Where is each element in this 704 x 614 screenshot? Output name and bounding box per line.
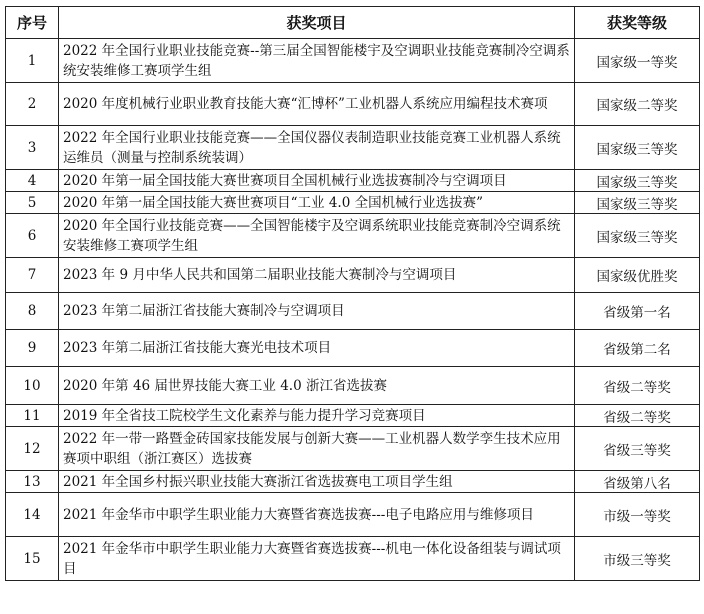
row-number: 14 xyxy=(6,493,59,537)
row-level: 国家级三等奖 xyxy=(575,214,700,258)
row-project: 2021 年金华市中职学生职业能力大赛暨省赛选拔赛---机电一体化设备组装与调试项目 xyxy=(59,537,575,581)
row-number: 2 xyxy=(6,83,59,126)
row-project: 2020 年度机械行业职业教育技能大赛“汇博杯”工业机器人系统应用编程技术赛项 xyxy=(59,83,575,126)
row-level: 省级三等奖 xyxy=(575,427,700,471)
header-row xyxy=(6,7,700,39)
row-level: 国家级三等奖 xyxy=(575,192,700,214)
row-number: 5 xyxy=(6,192,59,214)
row-number: 3 xyxy=(6,126,59,170)
table-row xyxy=(6,258,700,293)
row-number: 4 xyxy=(6,170,59,192)
row-level: 国家级三等奖 xyxy=(575,126,700,170)
header-project: 获奖项目 xyxy=(59,7,575,39)
row-level: 市级三等奖 xyxy=(575,537,700,581)
row-number: 9 xyxy=(6,330,59,367)
table-row xyxy=(6,493,700,537)
table-row xyxy=(6,405,700,427)
header-number: 序号 xyxy=(6,7,59,39)
row-project: 2020 年第一届全国技能大赛世赛项目全国机械行业选拔赛制冷与空调项目 xyxy=(59,170,575,192)
row-level: 省级二等奖 xyxy=(575,405,700,427)
row-level: 国家级优胜奖 xyxy=(575,258,700,293)
table-row xyxy=(6,83,700,126)
table-row xyxy=(6,537,700,581)
table-row xyxy=(6,367,700,405)
row-level: 省级第一名 xyxy=(575,293,700,330)
table-row xyxy=(6,427,700,471)
row-project: 2020 年全国行业技能竞赛——全国智能楼宇及空调系统职业技能竞赛制冷空调系统安装维修工赛项学生组 xyxy=(59,214,575,258)
table-row xyxy=(6,293,700,330)
header-level: 获奖等级 xyxy=(575,7,700,39)
row-level: 国家级二等奖 xyxy=(575,83,700,126)
row-level: 省级第二名 xyxy=(575,330,700,367)
row-number: 13 xyxy=(6,471,59,493)
row-number: 15 xyxy=(6,537,59,581)
table-row xyxy=(6,39,700,83)
row-project: 2020 年第一届全国技能大赛世赛项目“工业 4.0 全国机械行业选拔赛” xyxy=(59,192,575,214)
row-level: 国家级三等奖 xyxy=(575,170,700,192)
row-project: 2021 年全国乡村振兴职业技能大赛浙江省选拔赛电工项目学生组 xyxy=(59,471,575,493)
row-project: 2020 年第 46 届世界技能大赛工业 4.0 浙江省选拔赛 xyxy=(59,367,575,405)
row-project: 2023 年第二届浙江省技能大赛制冷与空调项目 xyxy=(59,293,575,330)
row-project: 2022 年一带一路暨金砖国家技能发展与创新大赛——工业机器人数学孪生技术应用赛项中职组（浙江赛区）选拔赛 xyxy=(59,427,575,471)
table-row xyxy=(6,330,700,367)
row-project: 2023 年第二届浙江省技能大赛光电技术项目 xyxy=(59,330,575,367)
row-project: 2022 年全国行业职业技能竞赛--第三届全国智能楼宇及空调职业技能竞赛制冷空调系统安装维修工赛项学生组 xyxy=(59,39,575,83)
row-level: 省级二等奖 xyxy=(575,367,700,405)
row-project: 2019 年全省技工院校学生文化素养与能力提升学习竞赛项目 xyxy=(59,405,575,427)
row-level: 省级第八名 xyxy=(575,471,700,493)
row-number: 6 xyxy=(6,214,59,258)
row-project: 2023 年 9 月中华人民共和国第二届职业技能大赛制冷与空调项目 xyxy=(59,258,575,293)
table-row xyxy=(6,471,700,493)
row-number: 1 xyxy=(6,39,59,83)
table-row xyxy=(6,214,700,258)
row-level: 市级一等奖 xyxy=(575,493,700,537)
awards-table xyxy=(5,6,700,581)
row-level: 国家级一等奖 xyxy=(575,39,700,83)
row-number: 12 xyxy=(6,427,59,471)
table-row xyxy=(6,170,700,192)
row-number: 11 xyxy=(6,405,59,427)
row-number: 10 xyxy=(6,367,59,405)
row-number: 8 xyxy=(6,293,59,330)
row-project: 2021 年金华市中职学生职业能力大赛暨省赛选拔赛---电子电路应用与维修项目 xyxy=(59,493,575,537)
table-row xyxy=(6,126,700,170)
row-number: 7 xyxy=(6,258,59,293)
row-project: 2022 年全国行业职业技能竞赛——全国仪器仪表制造职业技能竞赛工业机器人系统运维员（测量与控制系统装调） xyxy=(59,126,575,170)
table-body xyxy=(6,39,700,581)
table-row xyxy=(6,192,700,214)
